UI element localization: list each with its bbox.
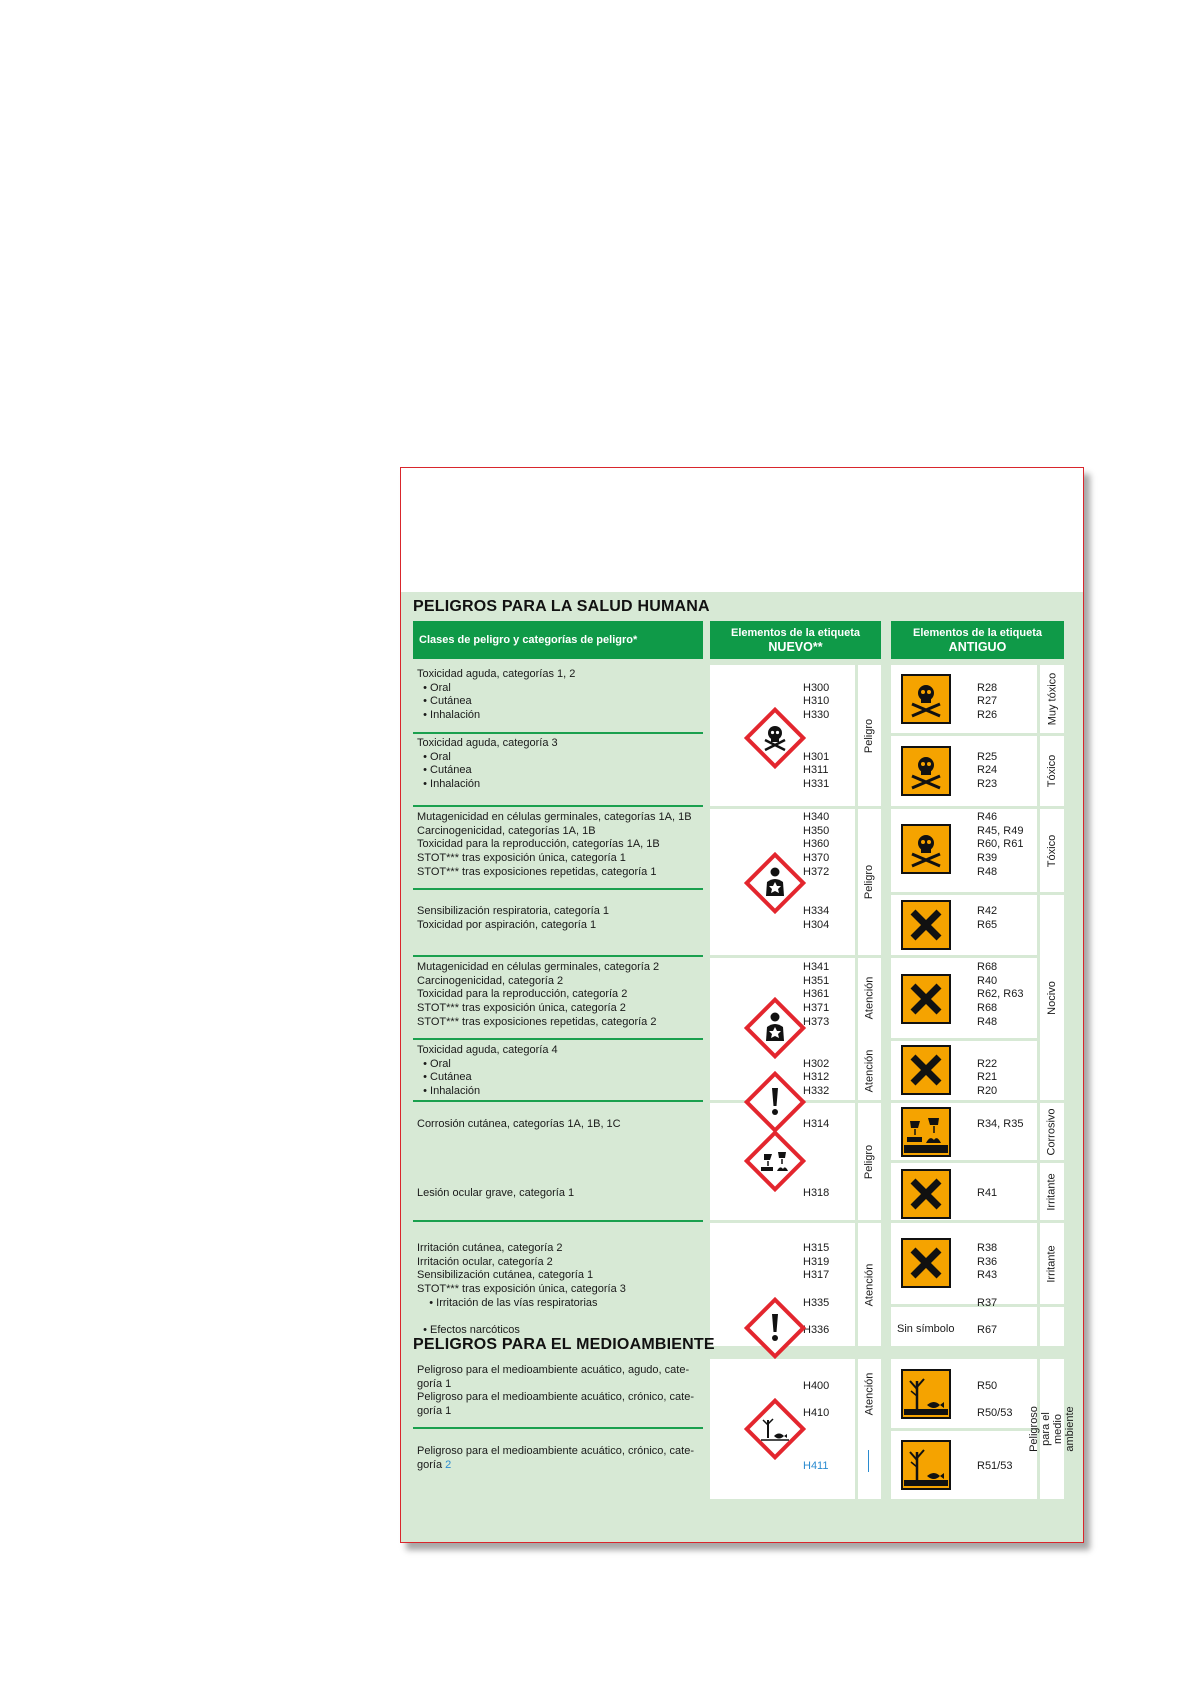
r-code-r5153: R51/53: [977, 1460, 1013, 1472]
signal-word-atencion-3: Atención: [863, 1263, 876, 1306]
h-codes-row-7: H314: [803, 1118, 830, 1130]
old-class-irritante-2: Irritante: [1046, 1244, 1059, 1283]
signal-word-atencion-4: Atención: [863, 1372, 876, 1415]
old-class-medioambiente: Peligroso para el medio ambiente: [1028, 1406, 1077, 1452]
r-code-r5053: R50/53: [977, 1407, 1013, 1419]
signal-word-atencion-2: Atención: [863, 1049, 876, 1092]
r-codes-row-6: R22 R21 R20: [977, 1057, 998, 1098]
header-new: Elementos de la etiqueta NUEVO**: [710, 621, 881, 659]
r-codes-row-3: R46 R45, R49 R60, R61 R39 R48: [977, 811, 1024, 878]
h-codes-row-10: H336: [803, 1324, 830, 1336]
old-harmful-cross-icon: [901, 1169, 951, 1219]
h-code-h411: H411: [803, 1460, 829, 1472]
signal-word-peligro-2: Peligro: [863, 864, 876, 900]
h-codes-row-3: H340 H350 H360 H370 H372: [803, 811, 830, 878]
row-label-skin-corrosion: Corrosión cutánea, categorías 1A, 1B, 1C: [417, 1118, 621, 1130]
old-class-muy-toxico: Muy tóxico: [1046, 672, 1059, 726]
old-class-corrosivo: Corrosivo: [1046, 1107, 1059, 1156]
r-code-r50: R50: [977, 1380, 998, 1392]
blue-marker-line: [868, 1450, 869, 1472]
r-codes-row-7: R34, R35: [977, 1118, 1024, 1130]
r-codes-row-10: R67: [977, 1324, 998, 1336]
old-toxic-skull-icon: [901, 746, 951, 796]
old-environment-icon: [901, 1369, 951, 1419]
old-toxic-skull-icon: [901, 674, 951, 724]
r-codes-row-1: R28 R27 R26: [977, 681, 998, 722]
h-code-h400: H400: [803, 1380, 830, 1392]
h-codes-row-4: H334 H304: [803, 905, 830, 931]
r-codes-row-2: R25 R24 R23: [977, 750, 998, 791]
signal-word-peligro-1: Peligro: [863, 718, 876, 753]
old-harmful-cross-icon: [901, 900, 951, 950]
old-environment-icon: [901, 1440, 951, 1490]
old-class-toxico-1: Tóxico: [1046, 754, 1058, 788]
row-label-cmr-2: Mutagenicidad en células germinales, categoría 2 Carcinogenicidad, categoría 2 Toxicidad para la reproducción, categoría 2 STOT*** tras exposición única, categoría 2 STOT*** tras exposiciones repetidas, categoría 2: [417, 961, 660, 1028]
old-harmful-cross-icon: [901, 1238, 951, 1288]
env-label-acute-chronic-1: Peligroso para el medioambiente acuático, agudo, cate- goría 1 Peligroso para el medioambiente acuático, crónico, cate- goría 1: [417, 1364, 694, 1418]
h-code-h410: H410: [803, 1407, 830, 1419]
h-codes-row-2: H301 H311 H331: [803, 750, 830, 791]
h-codes-row-6: H302 H312 H332: [803, 1057, 830, 1098]
row-label-acute-tox-1-2: Toxicidad aguda, categorías 1, 2 • Oral • Cutánea • Inhalación: [417, 668, 576, 722]
old-class-toxico-2: Tóxico: [1046, 834, 1058, 867]
ghs-health-hazard-icon: [744, 852, 806, 914]
row-label-eye-damage: Lesión ocular grave, categoría 1: [417, 1187, 575, 1199]
ghs-exclamation-icon: [744, 1297, 806, 1359]
r-codes-row-4: R42 R65: [977, 905, 998, 931]
header-classes: Clases de peligro y categorías de peligro*: [413, 621, 703, 659]
h-codes-row-9: H315 H319 H317 H335: [803, 1242, 830, 1309]
ghs-exclamation-icon: [744, 1071, 806, 1133]
ghs-environment-icon: [744, 1398, 806, 1460]
signal-word-atencion-1: Atención: [863, 976, 876, 1020]
h-codes-row-5: H341 H351 H361 H371 H373: [803, 961, 830, 1028]
h-codes-row-1: H300 H310 H330: [803, 681, 830, 722]
row-label-irritation: Irritación cutánea, categoría 2 Irritación ocular, categoría 2 Sensibilización cutánea, categoría 1 STOT*** tras exposición única, categoría 3 • Irritación de las vías respiratorias: [417, 1242, 626, 1309]
env-label-chronic-2: Peligroso para el medioambiente acuático, crónico, cate- goría 2: [417, 1445, 694, 1471]
ghs-health-hazard-icon: [744, 997, 806, 1059]
row-label-acute-tox-3: Toxicidad aguda, categoría 3 • Oral • Cutánea • Inhalación: [417, 737, 558, 791]
table-panel: [401, 592, 1083, 1542]
old-harmful-cross-icon: [901, 1045, 951, 1095]
old-class-nocivo: Nocivo: [1046, 980, 1058, 1015]
ghs-corrosion-icon: [744, 1130, 806, 1192]
old-class-irritante-1: Irritante: [1046, 1172, 1059, 1211]
r-codes-row-8: R41: [977, 1187, 998, 1199]
old-toxic-skull-icon: [901, 824, 951, 874]
old-corrosive-icon: [901, 1107, 951, 1157]
no-symbol-label: Sin símbolo: [897, 1323, 955, 1335]
r-codes-row-9: R38 R36 R43 R37: [977, 1242, 998, 1309]
row-label-resp-sens: Sensibilización respiratoria, categoría 1 Toxicidad por aspiración, categoría 1: [417, 905, 609, 931]
ghs-skull-crossbones-icon: [744, 707, 806, 769]
old-harmful-cross-icon: [901, 974, 951, 1024]
row-label-acute-tox-4: Toxicidad aguda, categoría 4 • Oral • Cutánea • Inhalación: [417, 1044, 558, 1098]
header-old: Elementos de la etiqueta ANTIGUO: [891, 621, 1064, 659]
h-codes-row-8: H318: [803, 1187, 830, 1199]
section-title-env: PELIGROS PARA EL MEDIOAMBIENTE: [413, 1336, 715, 1353]
section-title-health: PELIGROS PARA LA SALUD HUMANA: [413, 598, 710, 615]
signal-word-peligro-3: Peligro: [863, 1144, 876, 1179]
row-label-cmr-1: Mutagenicidad en células germinales, categorías 1A, 1B Carcinogenicidad, categorías 1A, 1B Toxicidad para la reproducción, categorías 1A, 1B STOT*** tras exposición única, categoría 1 STOT*** tras exposiciones repetidas, categoría 1: [417, 811, 692, 878]
row-label-narcotic: • Efectos narcóticos: [417, 1324, 520, 1336]
r-codes-row-5: R68 R40 R62, R63 R68 R48: [977, 961, 1024, 1028]
hazard-table-card: [400, 467, 1084, 1543]
